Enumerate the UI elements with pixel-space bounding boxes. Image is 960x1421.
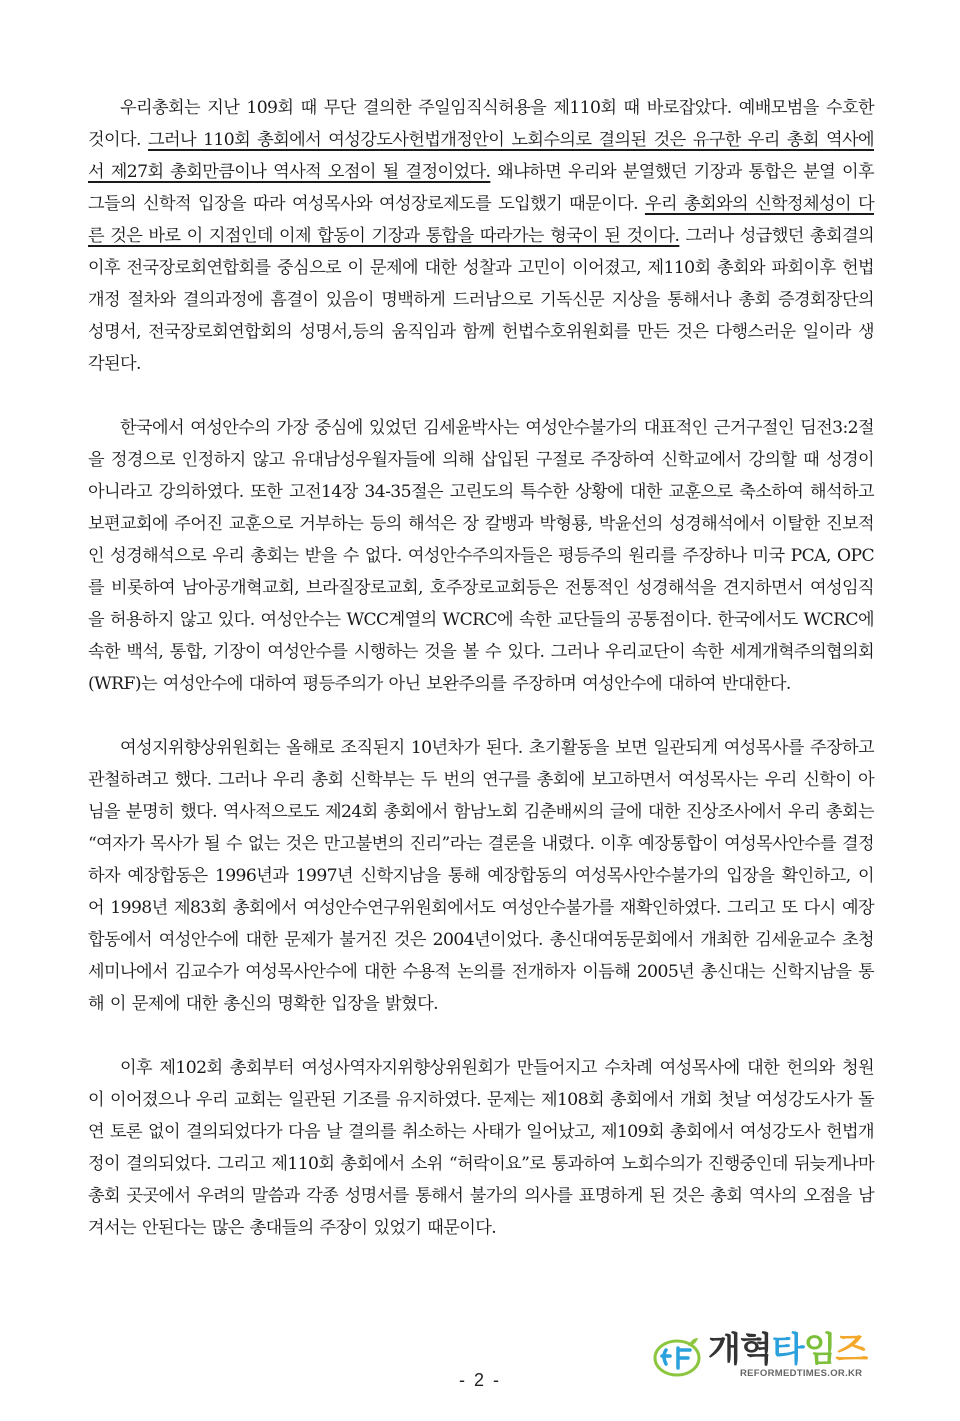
- paragraph-4: [88, 1052, 874, 1244]
- underlined-text: 우리 총회와의 신학정체성이 다른 것은 바로 이 지점인데 이제 합동이 기장과 통합을 따라가는 형국이 된 것이다.: [88, 194, 874, 246]
- underlined-text: 그러나 110회 총회에서 여성강도사헌법개정안이 노회수의로 결의된 것은 유구한 우리 총회 역사에서 제27회 총회만큼이나 역사적 오점이 될 결정이었다.: [88, 130, 874, 182]
- text-segment: 그러나 성급했던 총회결의 이후 전국장로회연합회를 중심으로 이 문제에 대한 성찰과 고민이 이어졌고, 제110회 총회와 파회이후 헌법개정 절차와 결의과정에 흠결이 있음이 명백하게 드러남으로 기독신문 지상을 통해서나 총회 증경회장단의 성명서, 전국장로회연합회의 성명서,등의 움직임과 함께 헌법수호위원회를 만든 것은 다행스러운 일이라 생각된다.: [88, 226, 874, 374]
- reformedtimes-logo: [652, 1330, 892, 1390]
- logo-wordmark: [708, 1330, 867, 1370]
- logo-text-part: 타: [771, 1330, 804, 1370]
- text-segment: 여성지위향상위원회는 올해로 조직된지 10년차가 된다. 초기활동을 보면 일관되게 여성목사를 주장하고 관철하려고 했다. 그러나 우리 총회 신학부는 두 번의 연구를 총회에 보고하면서 여성목사는 우리 신학이 아님을 분명히 했다. 역사적으로도 제24회 총회에서 함남노회 김춘배씨의 글에 대한 진상조사에서 우리 총회는 “여자가 목사가 될 수 없는 것은 만고불변의 진리”라는 결론을 내렸다. 이후 예장통합이 여성목사안수를 결정하자 예장합동은 1996년과 1997년 신학지남을 통해 예장합동의 여성목사안수불가의 입장을 확인하고, 이어 1998년 제83회 총회에서 여성안수연구위원회에서도 여성안수불가를 재확인하였다. 그리고 또 다시 예장합동에서 여성안수에 대한 문제가 불거진 것은 2004년이었다. 총신대여동문회에서 개최한 김세윤교수 초청세미나에서 김교수가 여성목사안수에 대한 수용적 논의를 전개하자 이듬해 2005년 총신대는 신학지남을 통해 이 문제에 대한 총신의 명확한 입장을 밝혔다.: [88, 738, 874, 1014]
- text-segment: 이후 제102회 총회부터 여성사역자지위향상위원회가 만들어지고 수차례 여성목사에 대한 헌의와 청원이 이어졌으나 우리 교회는 일관된 기조를 유지하였다. 문제는 제108회 총회에서 개회 첫날 여성강도사가 돌연 토론 없이 결의되었다가 다음 날 결의를 취소하는 사태가 일어났고, 제109회 총회에서 여성강도사 헌법개정이 결의되었다. 그리고 제110회 총회에서 소위 “허락이요”로 통과하여 노회수의가 진행중인데 뒤늦게나마 총회 곳곳에서 우려의 말씀과 각종 성명서를 통해서 불가의 의사를 표명하게 된 것은 총회 역사의 오점을 남겨서는 안된다는 많은 총대들의 주장이 있었기 때문이다.: [88, 1058, 874, 1238]
- logo-url: REFORMEDTIMES.OR.KR: [740, 1368, 863, 1379]
- logo-text-part: 개혁: [708, 1330, 772, 1370]
- logo-text-part: 즈: [835, 1330, 868, 1370]
- document-body: [88, 92, 874, 1244]
- page-number: - 2 -: [458, 1370, 501, 1390]
- paragraph-3: [88, 732, 874, 1020]
- text-segment: 우리총회는 지난 109회 때 무단 결의한 주일임직식허용을 제110회 때 바로잡았다. 예배모범을 수호한 것이다.: [88, 98, 874, 150]
- rf-logo-icon: [652, 1332, 704, 1378]
- text-segment: 왜냐하면 우리와 분열했던 기장과 통합은 분열 이후 그들의 신학적 입장을 따라 여성목사와 여성장로제도를 도입했기 때문이다.: [88, 162, 874, 214]
- text-segment: 한국에서 여성안수의 가장 중심에 있었던 김세윤박사는 여성안수불가의 대표적인 근거구절인 딤전3:2절을 정경으로 인정하지 않고 유대남성우월자들에 의해 삽입된 구절로 주장하여 신학교에서 강의할 때 성경이 아니라고 강의하였다. 또한 고전14장 34-35절은 고린도의 특수한 상황에 대한 교훈으로 축소하여 해석하고 보편교회에 주어진 교훈으로 거부하는 등의 해석은 장 칼뱅과 박형룡, 박윤선의 성경해석에서 이탈한 진보적인 성경해석으로 우리 총회는 받을 수 없다. 여성안수주의자들은 평등주의 원리를 주장하나 미국 PCA, OPC를 비롯하여 남아공개혁교회, 브라질장로교회, 호주장로교회등은 전통적인 성경해석을 견지하면서 여성임직을 허용하지 않고 있다. 여성안수는 WCC계열의 WCRC에 속한 교단들의 공통점이다. 한국에서도 WCRC에 속한 백석, 통합, 기장이 여성안수를 시행하는 것을 볼 수 있다. 그러나 우리교단이 속한 세계개혁주의협의회(WRF)는 여성안수에 대하여 평등주의가 아닌 보완주의를 주장하며 여성안수에 대하여 반대한다.: [88, 418, 874, 694]
- paragraph-1: [88, 92, 874, 380]
- paragraph-2: [88, 412, 874, 700]
- logo-text-part: 임: [803, 1330, 836, 1370]
